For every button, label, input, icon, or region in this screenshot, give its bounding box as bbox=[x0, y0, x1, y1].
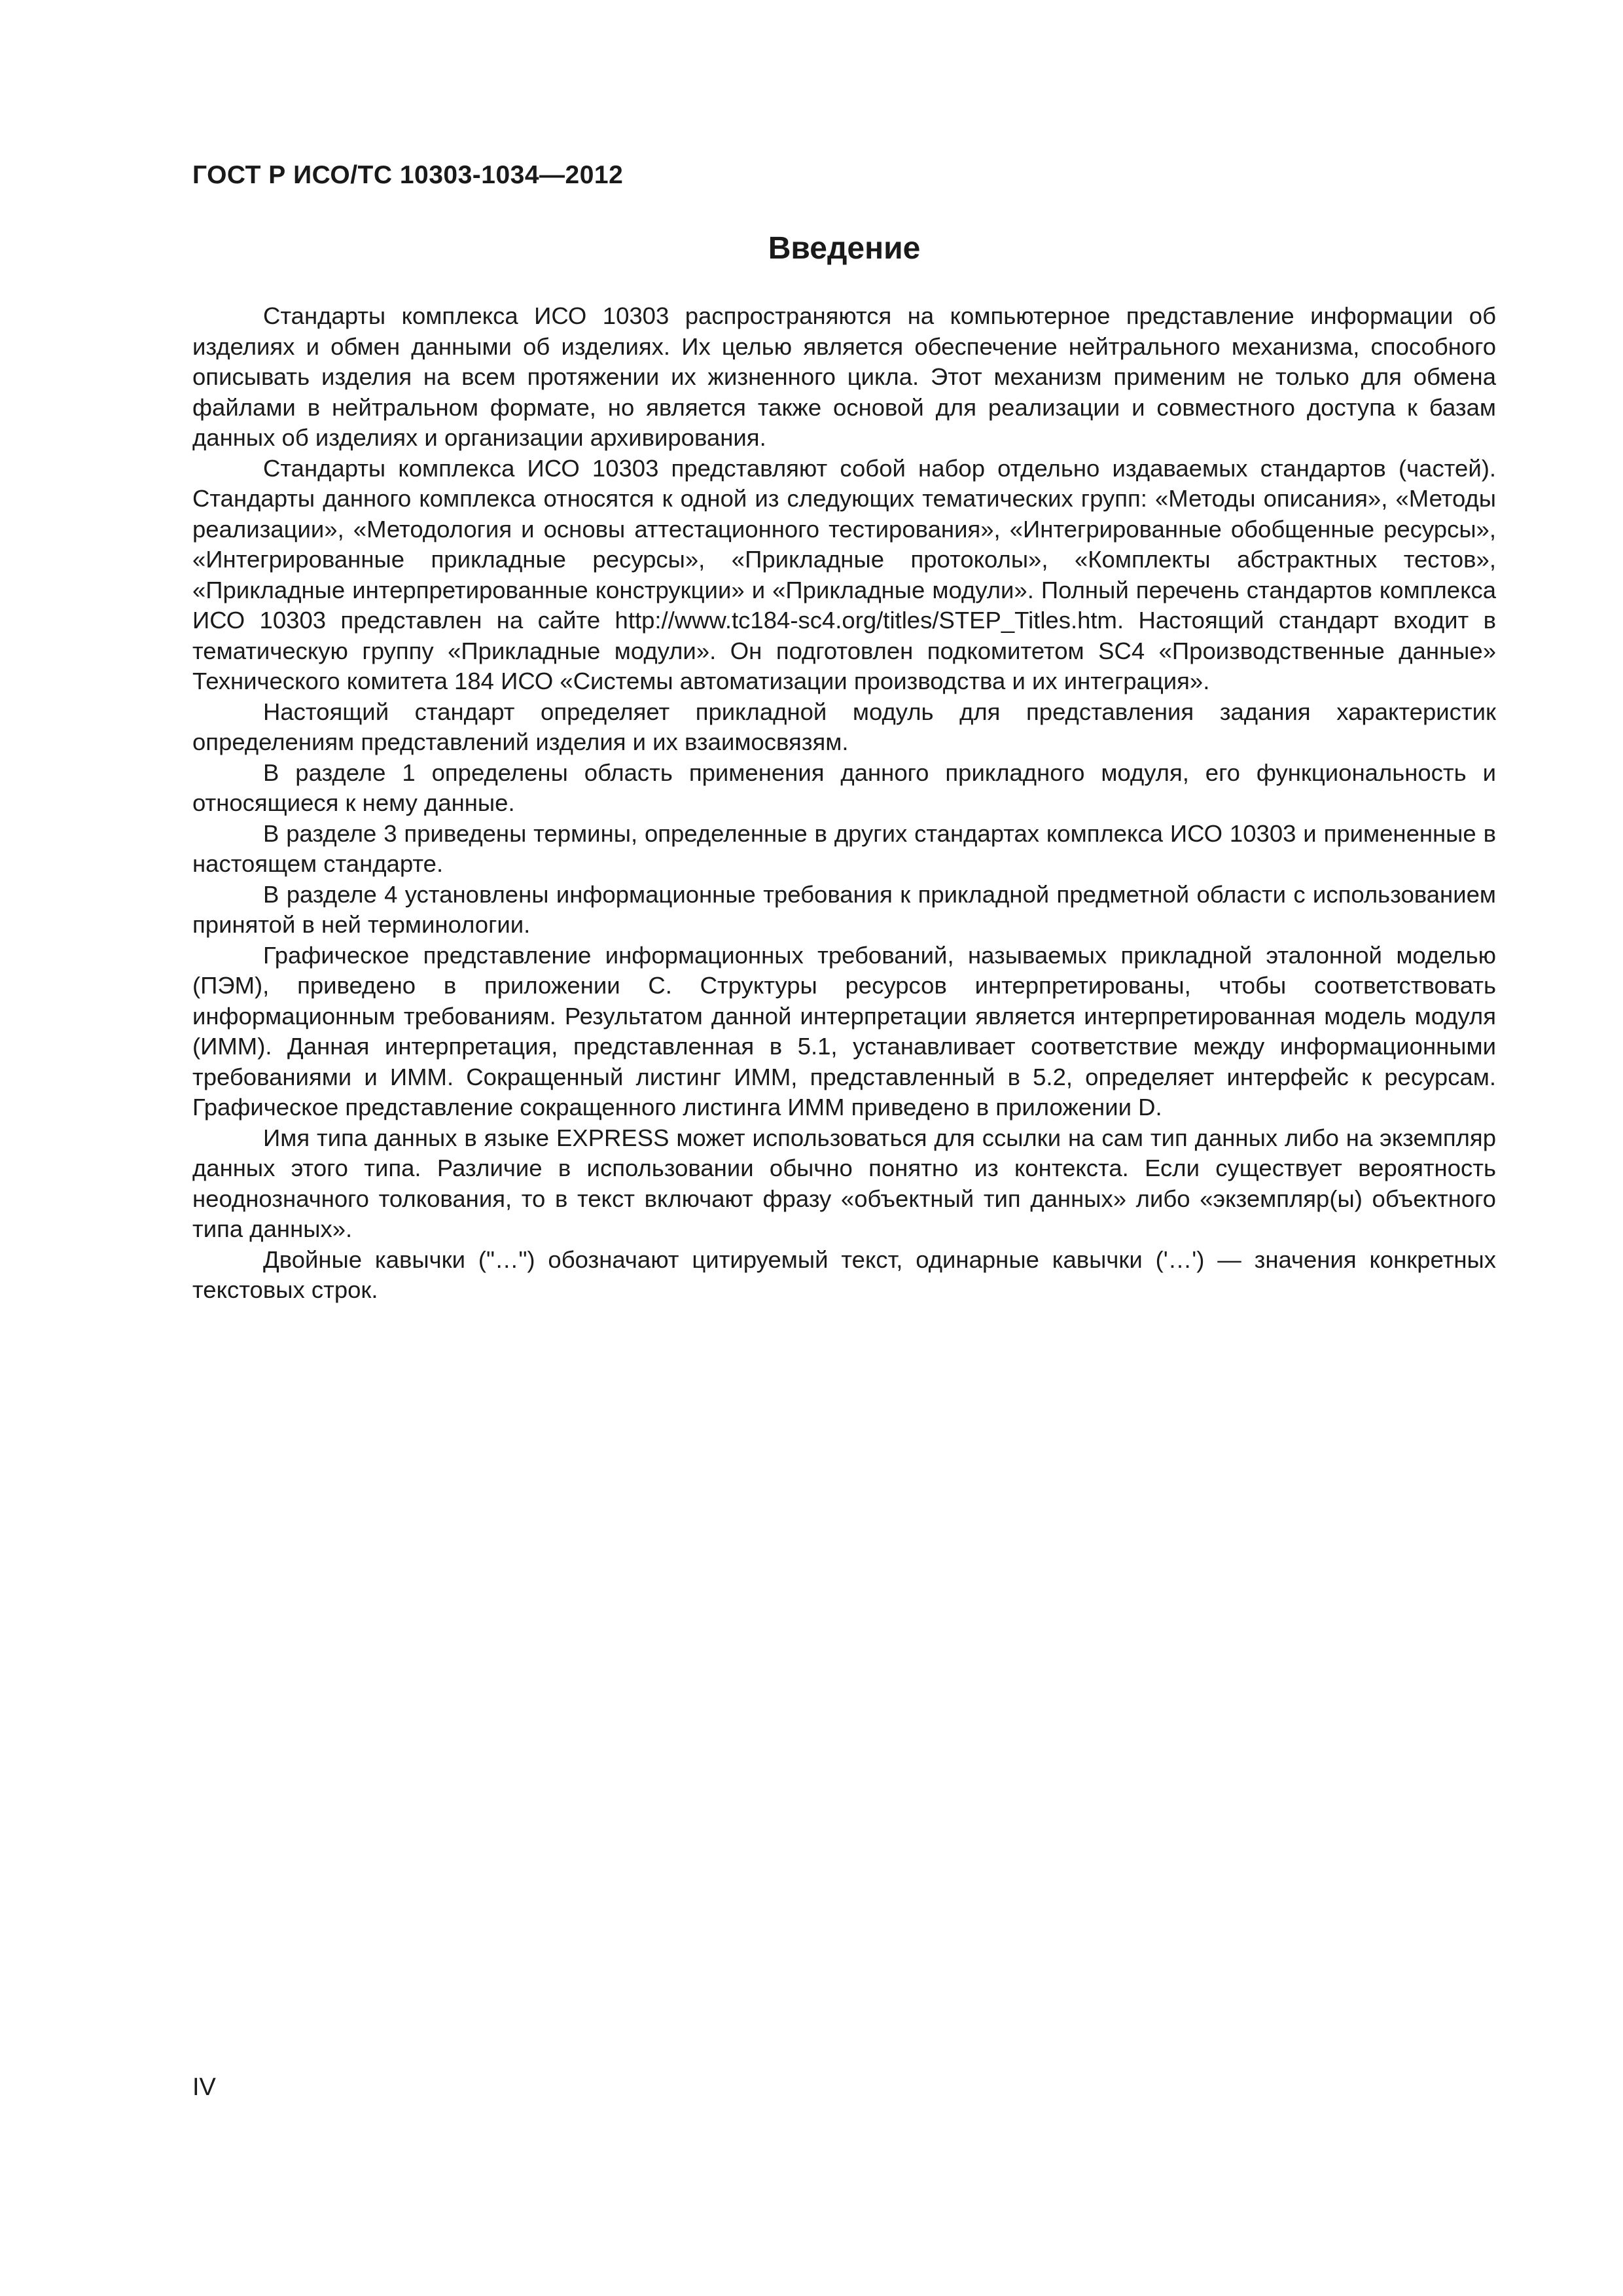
body-text bbox=[192, 301, 1496, 1306]
document-code-header: ГОСТ Р ИСО/ТС 10303-1034—2012 bbox=[192, 161, 624, 189]
section-title: Введение bbox=[768, 231, 921, 266]
paragraph: Двойные кавычки ("…") обозначают цитируемый текст, одинарные кавычки ('…') — значения конкретных текстовых строк. bbox=[192, 1246, 1496, 1303]
paragraph: В разделе 3 приведены термины, определенные в других стандартах комплекса ИСО 10303 и примененные в настоящем стандарте. bbox=[192, 819, 1496, 877]
paragraph: В разделе 1 определены область применения данного прикладного модуля, его функциональность и относящиеся к нему данные. bbox=[192, 759, 1496, 816]
paragraph: Графическое представление информационных требований, называемых прикладной эталонной моделью (ПЭМ), приведено в приложении С. Структуры ресурсов интерпретированы, чтобы соответствовать информационным требованиям. Результатом данной интерпретации является интерпретированная модель модуля (ИММ). Данная интерпретация, представленная в 5.1, устанавливает соответствие между информационными требованиями и ИММ. Сокращенный листинг ИММ, представленный в 5.2, определяет интерфейс к ресурсам. Графическое представление сокращенного листинга ИММ приведено в приложении D. bbox=[192, 941, 1496, 1121]
paragraph: Стандарты комплекса ИСО 10303 распространяются на компьютерное представление информации об изделиях и обмен данными об изделиях. Их целью является обеспечение нейтрального механизма, способного описывать изделия на всем протяжении их жизненного цикла. Этот механизм применим не только для обмена файлами в нейтральном формате, но является также основой для реализации и совместного доступа к базам данных об изделиях и организации архивирования. bbox=[192, 302, 1496, 451]
paragraph: В разделе 4 установлены информационные требования к прикладной предметной области с использованием принятой в ней терминологии. bbox=[192, 880, 1496, 938]
paragraph: Настоящий стандарт определяет прикладной модуль для представления задания характеристик определениям представлений изделия и их взаимосвязям. bbox=[192, 698, 1496, 755]
page-number: IV bbox=[192, 2073, 216, 2101]
paragraph: Имя типа данных в языке EXPRESS может использоваться для ссылки на сам тип данных либо на экземпляр данных этого типа. Различие в использовании обычно понятно из контекста. Если существует вероятность неоднозначного толкования, то в текст включают фразу «объектный тип данных» либо «экземпляр(ы) объектного типа данных». bbox=[192, 1124, 1496, 1242]
paragraph: Стандарты комплекса ИСО 10303 представляют собой набор отдельно издаваемых стандартов (частей). Стандарты данного комплекса относятся к одной из следующих тематических групп: «Методы описания», «Методы реализации», «Методология и основы аттестационного тестирования», «Интегрированные обобщенные ресурсы», «Интегрированные прикладные ресурсы», «Прикладные протоколы», «Комплекты абстрактных тестов», «Прикладные интерпретированные конструкции» и «Прикладные модули». Полный перечень стандартов комплекса ИСО 10303 представлен на сайте http://www.tc184-sc4.org/titles/STEP_Titles.htm. Настоящий стандарт входит в тематическую группу «Прикладные модули». Он подготовлен подкомитетом SC4 «Производственные данные» Технического комитета 184 ИСО «Системы автоматизации производства и их интеграция». bbox=[192, 454, 1496, 694]
